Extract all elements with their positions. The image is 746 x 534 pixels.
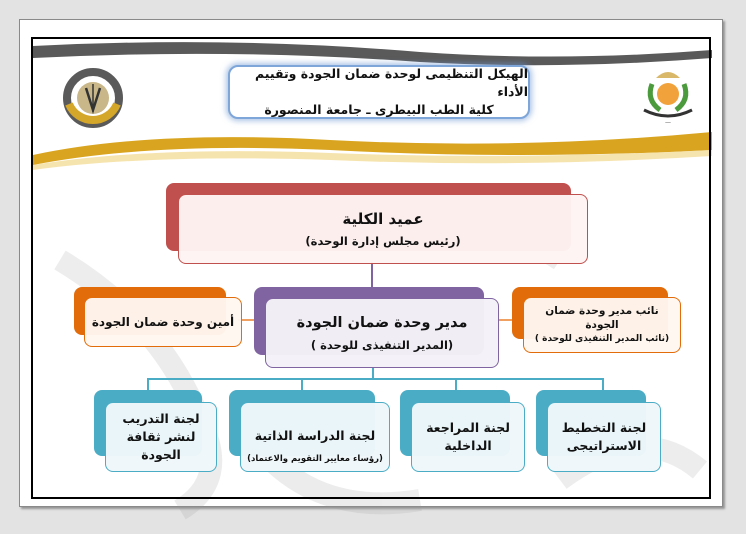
org-node-committee-self-study — [229, 390, 391, 472]
committee-1-line1: لجنة التخطيط — [561, 420, 647, 435]
connector-committee-2 — [455, 378, 457, 390]
svg-text:—: — — [665, 119, 671, 126]
org-node-deputy — [512, 287, 682, 353]
node-dean-card — [178, 194, 588, 264]
org-node-secretary — [74, 287, 242, 349]
committee-4-line2: لنشر ثقافة الجودة — [126, 429, 196, 462]
org-node-committee-training — [94, 390, 218, 472]
chart-title-line2: كلية الطب البيطرى ـ جامعة المنصورة — [264, 102, 494, 117]
connector-committees-horizontal — [147, 378, 603, 380]
committee-2-line2: الداخلية — [444, 438, 492, 453]
deputy-subtitle: (نائب المدير التنفيذى للوحدة ) — [534, 333, 670, 344]
org-node-committee-internal-review — [400, 390, 526, 472]
committee-3-line1: لجنة الدراسة الذاتية — [254, 428, 376, 443]
node-deputy-card — [523, 297, 681, 353]
deputy-title-line2: الجودة — [585, 318, 619, 331]
node-committee-3-card — [240, 402, 390, 472]
org-node-dean — [166, 183, 612, 265]
node-director-card — [265, 298, 499, 368]
committee-4-line1: لجنة التدريب — [122, 411, 200, 426]
veterinary-faculty-logo-icon — [60, 68, 126, 128]
connector-committee-3 — [301, 378, 303, 390]
connector-committee-4 — [147, 378, 149, 390]
node-committee-2-card — [411, 402, 525, 472]
org-node-director — [254, 287, 500, 369]
director-subtitle: (المدير التنفيذى للوحدة ) — [310, 338, 454, 352]
dean-subtitle: (رئيس مجلس إدارة الوحدة) — [305, 234, 461, 248]
committee-3-note: (رؤساء معايير التقويم والاعتماد) — [247, 454, 383, 464]
deputy-title-line1: نائب مدير وحدة ضمان — [545, 304, 659, 317]
committee-1-line2: الاستراتيجى — [566, 438, 642, 453]
chart-title-line1: الهيكل التنظيمى لوحدة ضمان الجودة وتقييم الأداء — [254, 66, 528, 99]
connector-committee-1 — [602, 378, 604, 390]
node-committee-4-card — [105, 402, 217, 472]
node-secretary-card — [84, 297, 242, 347]
secretary-title: أمين وحدة ضمان الجودة — [91, 315, 235, 329]
dean-title: عميد الكلية — [342, 210, 424, 228]
org-node-committee-strategic-planning — [536, 390, 662, 472]
director-title: مدير وحدة ضمان الجودة — [296, 315, 468, 331]
node-committee-1-card — [547, 402, 661, 472]
committee-2-line1: لجنة المراجعة — [426, 420, 510, 435]
chart-title-box — [228, 65, 530, 119]
mansoura-university-logo-icon — [638, 64, 698, 126]
